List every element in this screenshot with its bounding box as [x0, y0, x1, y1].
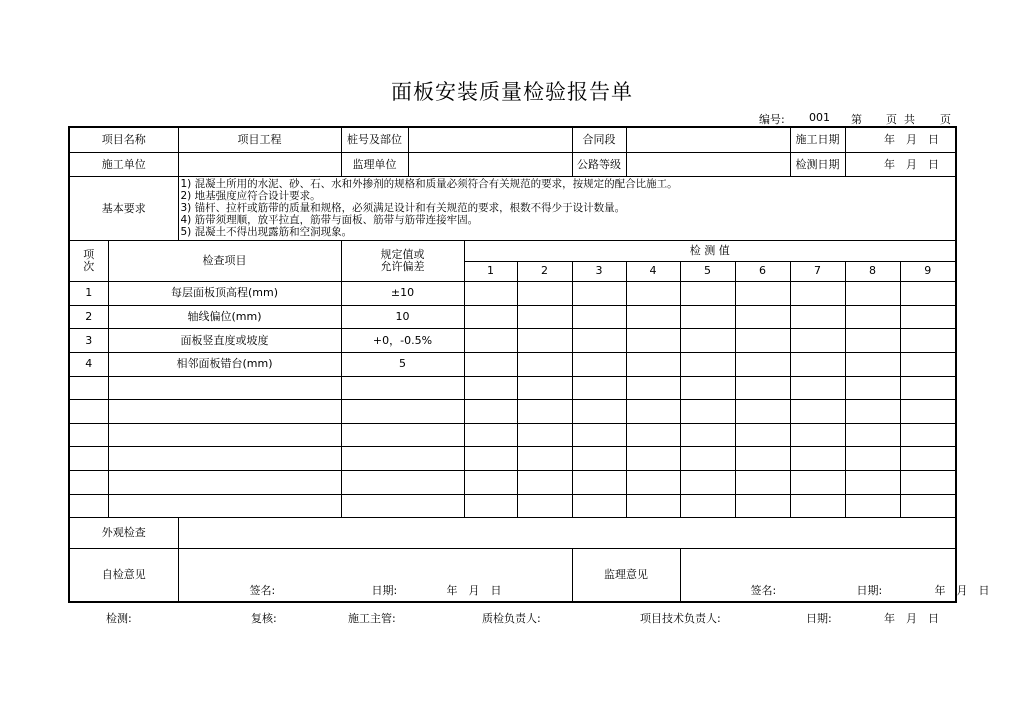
measured-value-cell[interactable]	[680, 400, 735, 424]
row-check-item	[108, 494, 341, 518]
row-check-item: 轴线偏位(mm)	[108, 305, 341, 329]
measured-value-cell[interactable]	[735, 400, 790, 424]
row-seq: 4	[69, 352, 108, 376]
measured-value-cell[interactable]	[572, 352, 626, 376]
measured-value-cell[interactable]	[626, 352, 680, 376]
measured-value-cell[interactable]	[464, 400, 517, 424]
footer-inspector: 检测:	[106, 612, 132, 625]
column-number: 8	[845, 261, 900, 281]
measured-value-cell[interactable]	[735, 352, 790, 376]
measured-value-cell[interactable]	[572, 423, 626, 447]
row-check-item	[108, 376, 341, 400]
row-spec: 5	[341, 352, 464, 376]
measured-value-cell[interactable]	[735, 423, 790, 447]
measured-value-cell[interactable]	[735, 447, 790, 471]
measured-value-cell[interactable]	[845, 305, 900, 329]
measured-value-cell[interactable]	[790, 352, 845, 376]
basic-requirements-label: 基本要求	[69, 177, 178, 241]
measured-value-cell[interactable]	[464, 470, 517, 494]
number-value: 001	[809, 111, 830, 124]
footer-quality-lead: 质检负责人:	[482, 612, 541, 625]
row-spec	[341, 376, 464, 400]
self-date-label: 日期:	[371, 584, 398, 598]
row-check-item: 面板竖直度或坡度	[108, 329, 341, 353]
measured-value-cell[interactable]	[790, 376, 845, 400]
measured-value-cell[interactable]	[572, 400, 626, 424]
row-spec	[341, 423, 464, 447]
measured-value-cell[interactable]	[900, 376, 956, 400]
spec-header: 规定值或 允许偏差	[341, 241, 464, 282]
inspection-header-row-1	[69, 241, 956, 261]
inspection-date-value[interactable]: 年 月 日	[845, 153, 956, 177]
measured-value-cell[interactable]	[517, 447, 572, 471]
row-spec	[341, 470, 464, 494]
measured-value-cell[interactable]	[464, 376, 517, 400]
measured-value-cell[interactable]	[900, 329, 956, 353]
measured-value-cell[interactable]	[735, 282, 790, 306]
measured-value-cell[interactable]	[790, 423, 845, 447]
measured-value-cell[interactable]	[790, 470, 845, 494]
road-grade-value[interactable]	[626, 153, 790, 177]
measured-value-cell[interactable]	[517, 352, 572, 376]
measured-values-header: 检 测 值	[464, 241, 956, 261]
self-date-value: 年 月 日	[446, 584, 502, 598]
measured-value-cell[interactable]	[900, 305, 956, 329]
measured-value-cell[interactable]	[735, 376, 790, 400]
inspection-row	[69, 376, 956, 400]
measured-value-cell[interactable]	[845, 376, 900, 400]
station-value[interactable]	[408, 127, 572, 153]
inspection-row	[69, 470, 956, 494]
row-check-item	[108, 470, 341, 494]
column-number: 7	[790, 261, 845, 281]
page-title: 面板安装质量检验报告单	[391, 80, 633, 104]
measured-value-cell[interactable]	[517, 305, 572, 329]
measured-value-cell[interactable]	[464, 494, 517, 518]
construction-date-value[interactable]: 年 月 日	[845, 127, 956, 153]
measured-value-cell[interactable]	[735, 494, 790, 518]
measured-value-cell[interactable]	[464, 423, 517, 447]
inspection-rows	[69, 282, 956, 518]
footer-reviewer: 复核:	[251, 612, 277, 625]
measured-value-cell[interactable]	[790, 447, 845, 471]
measured-value-cell[interactable]	[572, 329, 626, 353]
project-name-value[interactable]: 项目工程	[178, 127, 341, 153]
opinion-row	[69, 549, 956, 603]
measured-value-cell[interactable]	[680, 282, 735, 306]
measured-value-cell[interactable]	[626, 400, 680, 424]
measured-value-cell[interactable]	[626, 423, 680, 447]
measured-value-cell[interactable]	[626, 329, 680, 353]
inspection-row	[69, 352, 956, 376]
measured-value-cell[interactable]	[735, 305, 790, 329]
row-spec: 10	[341, 305, 464, 329]
measured-value-cell[interactable]	[680, 329, 735, 353]
measured-value-cell[interactable]	[517, 494, 572, 518]
measured-value-cell[interactable]	[900, 447, 956, 471]
measured-value-cell[interactable]	[464, 352, 517, 376]
contract-label: 合同段	[572, 127, 626, 153]
inspection-row	[69, 423, 956, 447]
inspection-row	[69, 400, 956, 424]
requirement-item: 3) 锚杆、拉杆或筋带的质量和规格，必须满足设计和有关规范的要求，根数不得少于设计数量。	[180, 201, 626, 214]
row-check-item	[108, 400, 341, 424]
measured-value-cell[interactable]	[735, 329, 790, 353]
self-check-value[interactable]	[178, 549, 572, 603]
measured-value-cell[interactable]	[626, 282, 680, 306]
requirement-item: 4) 筋带须理顺，放平拉直，筋带与面板、筋带与筋带连接牢固。	[180, 213, 479, 226]
column-number: 1	[464, 261, 517, 281]
measured-value-cell[interactable]	[680, 470, 735, 494]
row-spec	[341, 447, 464, 471]
row-seq	[69, 400, 108, 424]
measured-value-cell[interactable]	[845, 329, 900, 353]
row-check-item	[108, 447, 341, 471]
row-seq	[69, 494, 108, 518]
supervision-opinion-value[interactable]	[680, 549, 990, 603]
measured-value-cell[interactable]	[572, 305, 626, 329]
row-check-item	[108, 423, 341, 447]
measured-value-cell[interactable]	[900, 282, 956, 306]
measured-value-cell[interactable]	[680, 447, 735, 471]
appearance-value[interactable]	[178, 518, 956, 549]
basic-requirements-row	[69, 177, 956, 241]
check-item-header: 检查项目	[108, 241, 341, 282]
project-name-label: 项目名称	[69, 127, 178, 153]
row-spec	[341, 494, 464, 518]
page-current-label: 页	[886, 113, 897, 126]
measured-value-cell[interactable]	[900, 470, 956, 494]
measured-value-cell[interactable]	[680, 352, 735, 376]
measured-value-cell[interactable]	[572, 494, 626, 518]
page-di-label: 第	[851, 113, 862, 126]
basic-requirements-text	[178, 177, 956, 241]
report-table	[68, 126, 990, 603]
measured-value-cell[interactable]	[572, 470, 626, 494]
measured-value-cell[interactable]	[626, 494, 680, 518]
measured-value-cell[interactable]	[626, 305, 680, 329]
measured-value-cell[interactable]	[572, 282, 626, 306]
column-number: 6	[735, 261, 790, 281]
header-row-2	[69, 153, 956, 177]
measured-value-cell[interactable]	[900, 400, 956, 424]
row-seq: 2	[69, 305, 108, 329]
construction-unit-value[interactable]	[178, 153, 341, 177]
footer-construction-manager: 施工主管:	[348, 612, 396, 625]
road-grade-label: 公路等级	[572, 153, 626, 177]
inspection-row	[69, 447, 956, 471]
measured-value-cell[interactable]	[680, 305, 735, 329]
measured-value-cell[interactable]	[845, 400, 900, 424]
column-number: 5	[680, 261, 735, 281]
measured-value-cell[interactable]	[790, 282, 845, 306]
column-number: 9	[900, 261, 956, 281]
measured-value-cell[interactable]	[464, 305, 517, 329]
row-spec: ±10	[341, 282, 464, 306]
inspection-date-label: 检测日期	[790, 153, 845, 177]
self-check-label: 自检意见	[69, 549, 178, 603]
measured-value-cell[interactable]	[517, 470, 572, 494]
measured-value-cell[interactable]	[517, 423, 572, 447]
measured-value-cell[interactable]	[845, 352, 900, 376]
construction-date-label: 施工日期	[790, 127, 845, 153]
measured-value-cell[interactable]	[680, 494, 735, 518]
measured-value-cell[interactable]	[464, 329, 517, 353]
page-total-prefix: 共	[904, 113, 915, 126]
measured-value-cell[interactable]	[572, 376, 626, 400]
column-number: 4	[626, 261, 680, 281]
measured-value-cell[interactable]	[626, 470, 680, 494]
construction-unit-label: 施工单位	[69, 153, 178, 177]
supervision-opinion-label: 监理意见	[572, 549, 680, 603]
row-seq	[69, 423, 108, 447]
inspection-row	[69, 282, 956, 306]
measured-value-cell[interactable]	[900, 494, 956, 518]
supervision-unit-value[interactable]	[408, 153, 572, 177]
measured-value-cell[interactable]	[900, 423, 956, 447]
column-number: 2	[517, 261, 572, 281]
inspection-row	[69, 305, 956, 329]
row-seq	[69, 376, 108, 400]
requirement-item: 5) 混凝土不得出现露筋和空洞现象。	[180, 225, 353, 238]
inspection-row	[69, 329, 956, 353]
seq-header: 项 次	[69, 241, 108, 282]
self-sign-label: 签名:	[249, 584, 276, 598]
page-total-label: 页	[940, 113, 951, 126]
supervision-date-value: 年 月 日	[934, 584, 990, 598]
appearance-label: 外观检查	[69, 518, 178, 549]
row-seq: 3	[69, 329, 108, 353]
measured-value-cell[interactable]	[845, 470, 900, 494]
supervision-date-label: 日期:	[856, 584, 883, 598]
supervision-unit-label: 监理单位	[341, 153, 408, 177]
supervision-sign-label: 签名:	[750, 584, 777, 598]
measured-value-cell[interactable]	[517, 282, 572, 306]
row-spec: +0，-0.5%	[341, 329, 464, 353]
measured-value-cell[interactable]	[790, 400, 845, 424]
appearance-row	[69, 518, 956, 549]
measured-value-cell[interactable]	[464, 282, 517, 306]
header-row-1	[69, 127, 956, 153]
requirement-item: 2) 地基强度应符合设计要求。	[180, 190, 321, 203]
measured-value-cell[interactable]	[845, 282, 900, 306]
footer-tech-lead: 项目技术负责人:	[640, 612, 721, 625]
station-label: 桩号及部位	[341, 127, 408, 153]
footer-date-label: 日期:	[806, 612, 832, 625]
number-label: 编号:	[759, 113, 785, 126]
measured-value-cell[interactable]	[845, 447, 900, 471]
measured-value-cell[interactable]	[626, 447, 680, 471]
footer-date-value: 年 月 日	[884, 612, 939, 625]
row-seq	[69, 447, 108, 471]
measured-value-cell[interactable]	[626, 376, 680, 400]
measured-value-cell[interactable]	[680, 376, 735, 400]
measured-value-cell[interactable]	[517, 329, 572, 353]
measured-value-cell[interactable]	[790, 329, 845, 353]
row-check-item: 每层面板顶高程(mm)	[108, 282, 341, 306]
measured-value-cell[interactable]	[845, 423, 900, 447]
row-spec	[341, 400, 464, 424]
column-number: 3	[572, 261, 626, 281]
inspection-row	[69, 494, 956, 518]
measured-value-cell[interactable]	[464, 447, 517, 471]
row-seq	[69, 470, 108, 494]
measured-value-cell[interactable]	[572, 447, 626, 471]
measured-value-cell[interactable]	[790, 494, 845, 518]
requirement-item: 1) 混凝土所用的水泥、砂、石、水和外掺剂的规格和质量必须符合有关规范的要求，按规定的配合比施工。	[180, 178, 678, 191]
measured-value-cell[interactable]	[517, 376, 572, 400]
measured-value-cell[interactable]	[845, 494, 900, 518]
measured-value-cell[interactable]	[680, 423, 735, 447]
measured-value-cell[interactable]	[517, 400, 572, 424]
row-check-item: 相邻面板错台(mm)	[108, 352, 341, 376]
measured-value-cell[interactable]	[900, 352, 956, 376]
measured-value-cell[interactable]	[735, 470, 790, 494]
contract-value[interactable]	[626, 127, 790, 153]
row-seq: 1	[69, 282, 108, 306]
measured-value-cell[interactable]	[790, 305, 845, 329]
